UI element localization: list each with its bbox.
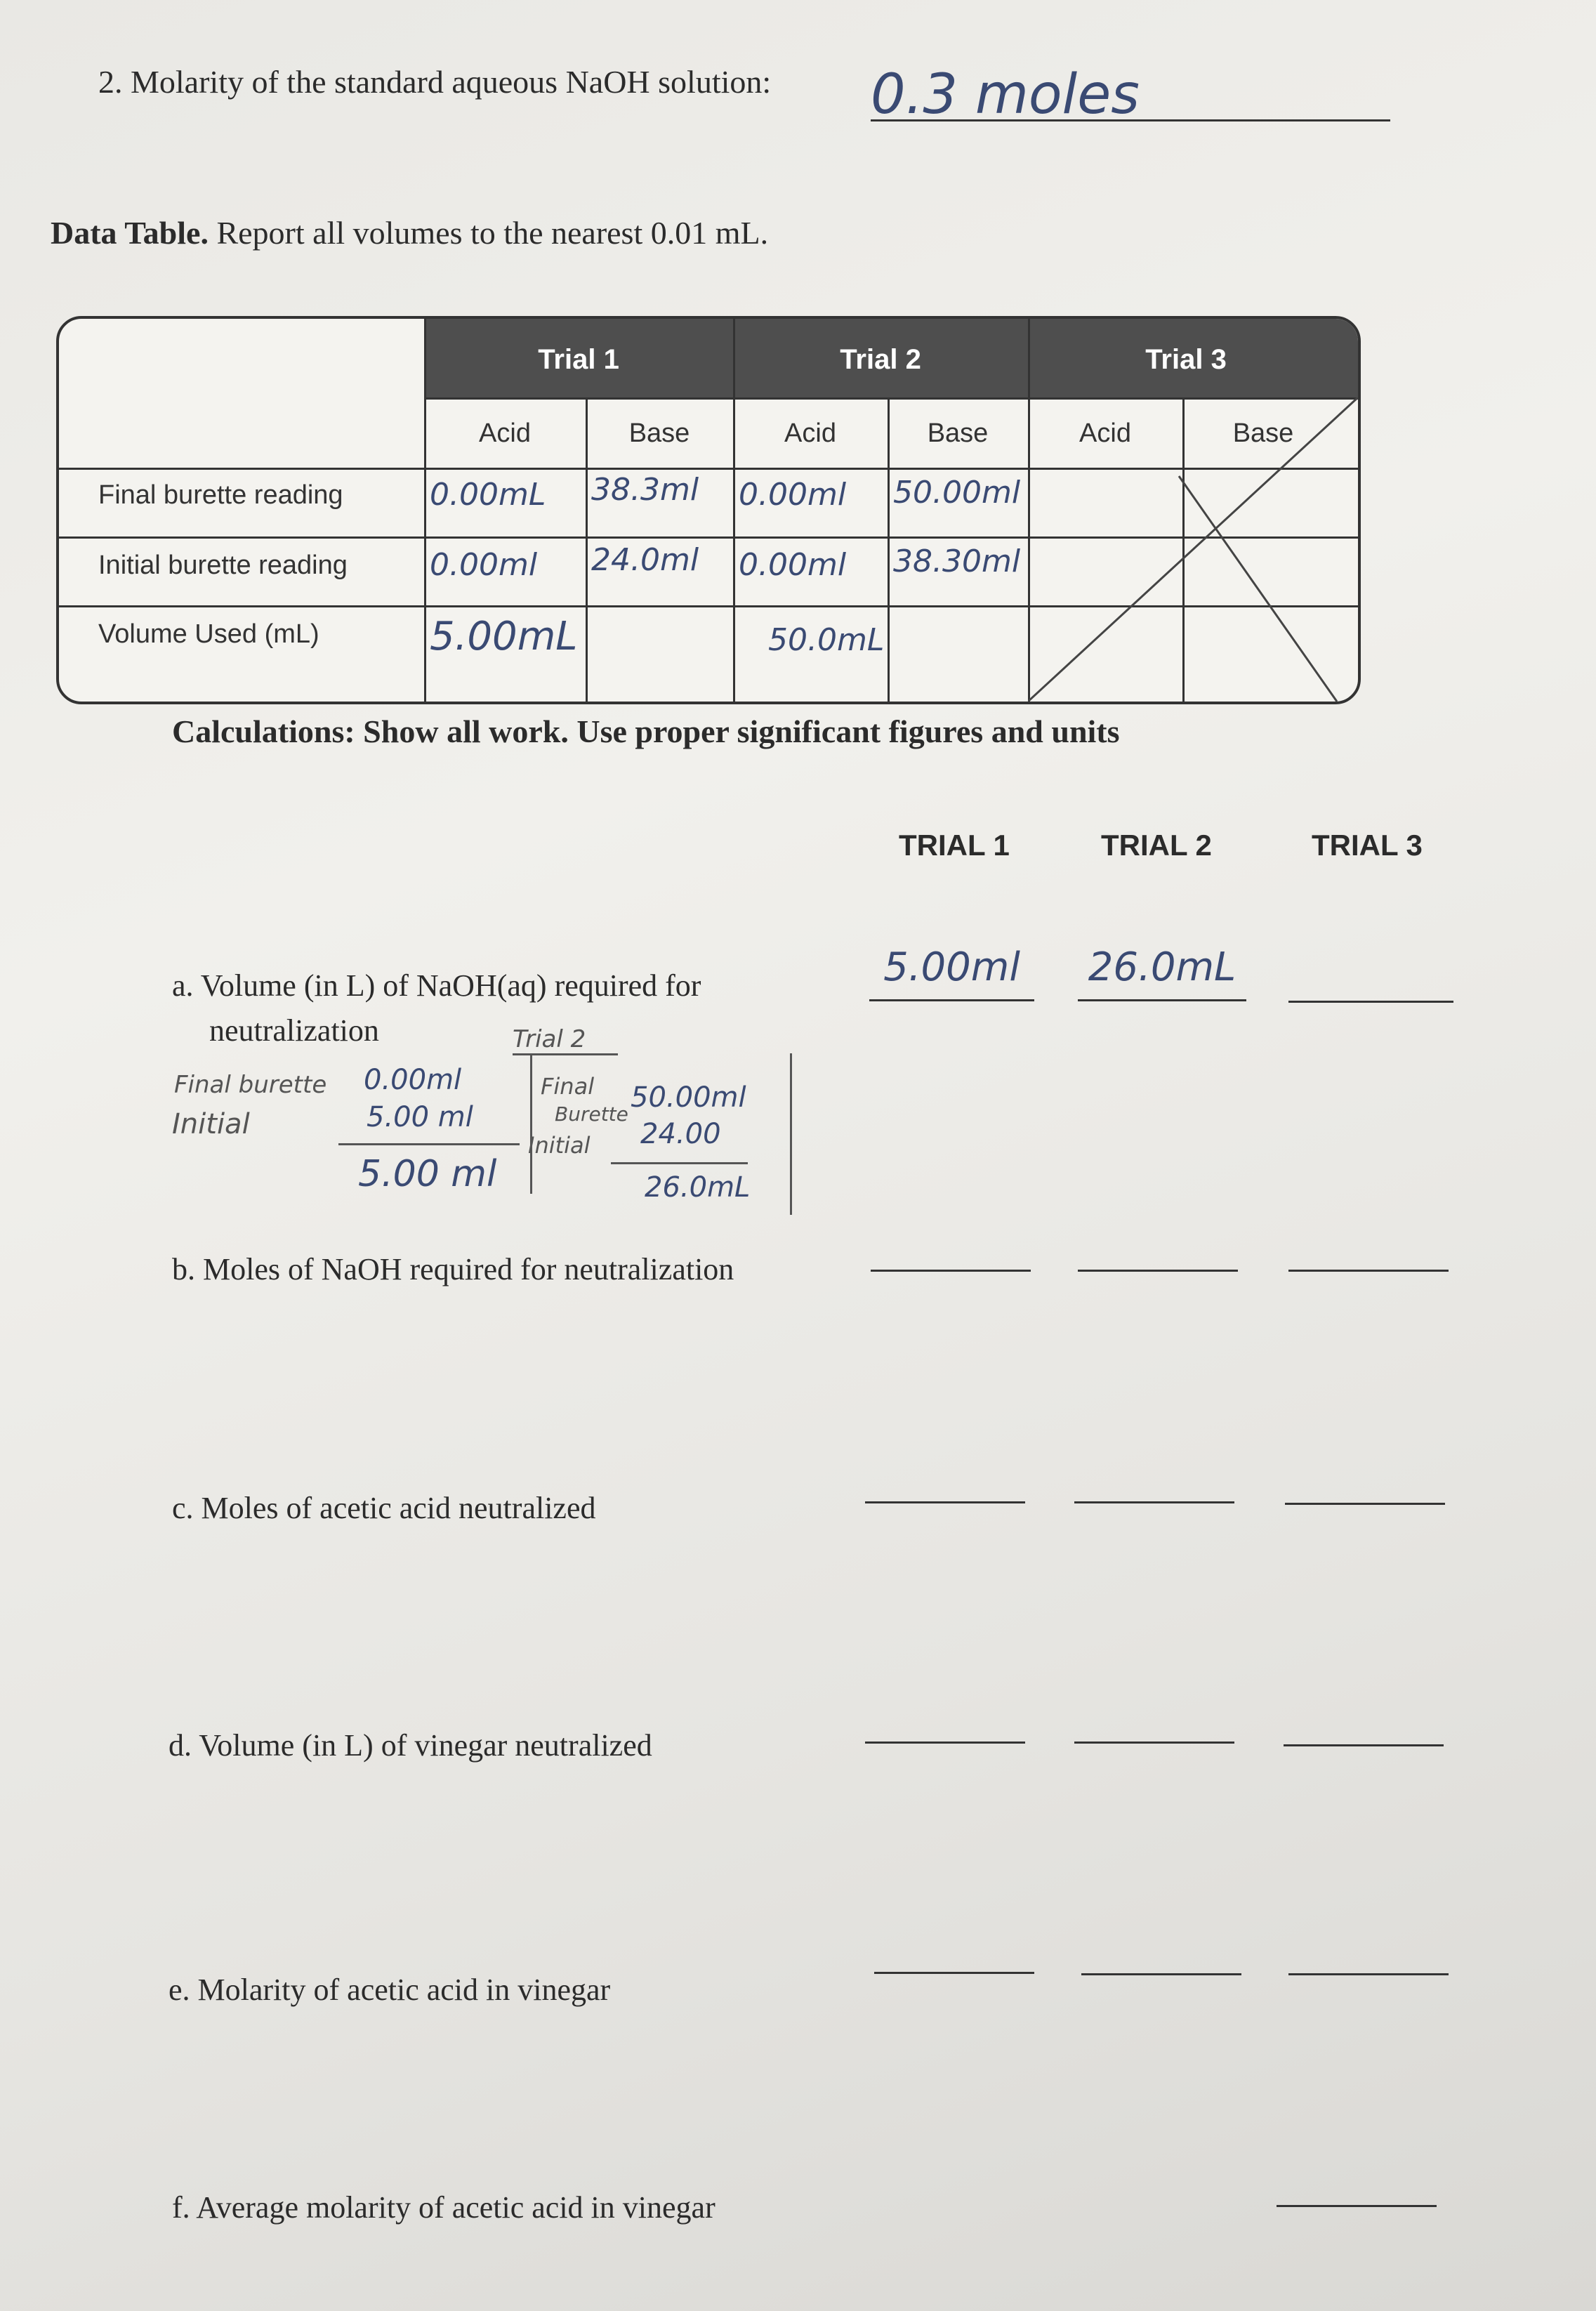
answer-b-trial-2-line[interactable] — [1078, 1270, 1238, 1272]
volume-used-1-value: 5.00mL — [430, 614, 578, 659]
question-e-label: e. Molarity of acetic acid in vinegar — [169, 1973, 611, 2007]
data-table-heading-text: Report all volumes to the nearest 0.01 mL. — [216, 215, 769, 251]
subheader-acid-1: Acid — [479, 419, 531, 448]
answer-a-trial-1-value: 5.00ml — [883, 944, 1020, 990]
answer-f-line[interactable] — [1277, 2205, 1437, 2207]
answer-d-trial-3-line[interactable] — [1284, 1744, 1444, 1746]
work-t2-result: 26.0mL — [645, 1171, 751, 1204]
trial-3-cross-out — [1028, 397, 1358, 702]
final-acid-2-value: 0.00ml — [739, 477, 847, 513]
answer-e-trial-3-line[interactable] — [1288, 1973, 1449, 1975]
table-grid-line — [888, 397, 890, 702]
question-2-answer: 0.3 moles — [871, 63, 1140, 126]
answer-c-trial-2-line[interactable] — [1074, 1501, 1234, 1503]
initial-base-2-value: 38.30ml — [893, 544, 1021, 579]
question-d-label: d. Volume (in L) of vinegar neutralized — [169, 1728, 652, 1763]
answer-c-trial-1-line[interactable] — [865, 1501, 1025, 1503]
question-f-label: f. Average molarity of acetic acid in vinegar — [172, 2190, 715, 2225]
table-grid-line — [424, 319, 426, 702]
trial-1-column-header: TRIAL 1 — [899, 829, 1010, 862]
work-t2-initial-label: Initial — [528, 1132, 591, 1159]
table-grid-line — [586, 397, 588, 702]
work-divider-vertical — [530, 1053, 532, 1194]
final-acid-1-value: 0.00mL — [430, 477, 546, 513]
data-table-heading-bold: Data Table. — [51, 215, 209, 251]
work-t2-burette-label: Burette — [555, 1102, 628, 1126]
row-initial-burette-label: Initial burette reading — [98, 551, 348, 580]
question-2-answer-field — [871, 63, 1390, 126]
answer-d-trial-1-line[interactable] — [865, 1742, 1025, 1744]
work-t2-final-value: 50.00ml — [631, 1081, 746, 1114]
answer-b-trial-3-line[interactable] — [1288, 1270, 1449, 1272]
calculations-heading: Calculations: Show all work. Use proper significant figures and units — [172, 713, 1120, 749]
work-t2-sum-line — [611, 1162, 748, 1164]
row-volume-used-label: Volume Used (mL) — [98, 619, 319, 649]
work-right-bracket — [790, 1053, 792, 1215]
answer-a-trial-3-line — [1288, 1001, 1453, 1003]
subheader-acid-2: Acid — [784, 419, 836, 448]
work-t1-final-value: 0.00ml — [364, 1064, 462, 1096]
answer-d-trial-2-line[interactable] — [1074, 1742, 1234, 1744]
data-table — [56, 316, 1361, 704]
work-divider-top — [513, 1053, 618, 1055]
work-t1-initial-value: 5.00 ml — [367, 1101, 473, 1133]
answer-b-trial-1-line[interactable] — [871, 1270, 1031, 1272]
trial-2-header: Trial 2 — [840, 344, 921, 375]
question-b-label: b. Moles of NaOH required for neutralization — [172, 1252, 734, 1286]
trial-2-column-header: TRIAL 2 — [1101, 829, 1212, 862]
subheader-acid-3: Acid — [1079, 419, 1131, 448]
answer-e-trial-2-line[interactable] — [1081, 1973, 1241, 1975]
subheader-base-2: Base — [927, 419, 989, 448]
question-c-label: c. Moles of acetic acid neutralized — [172, 1491, 596, 1525]
trial-1-header: Trial 1 — [538, 344, 619, 375]
answer-a-trial-1 — [869, 944, 1034, 1001]
volume-used-2-value: 50.0mL — [768, 622, 885, 658]
subheader-base-3: Base — [1232, 419, 1294, 448]
final-base-1-value: 38.3ml — [591, 472, 699, 508]
table-grid-line — [733, 319, 735, 702]
initial-acid-2-value: 0.00ml — [739, 547, 847, 583]
trial-3-column-header: TRIAL 3 — [1312, 829, 1423, 862]
initial-base-1-value: 24.0ml — [591, 542, 699, 578]
work-trial-2-label: Trial 2 — [513, 1025, 586, 1053]
work-t1-initial-label: Initial — [172, 1108, 250, 1140]
row-final-burette-label: Final burette reading — [98, 480, 343, 510]
work-t1-final-label: Final burette — [174, 1071, 327, 1099]
trial-3-header: Trial 3 — [1145, 344, 1227, 375]
work-t2-final-label: Final — [541, 1073, 595, 1100]
subheader-base-1: Base — [628, 419, 690, 448]
question-2-label: 2. Molarity of the standard aqueous NaOH solution: — [98, 64, 772, 100]
data-table-heading — [51, 214, 768, 251]
answer-a-trial-2 — [1078, 944, 1246, 1001]
work-t1-sum-line — [338, 1143, 520, 1145]
question-a-line-2: neutralization — [209, 1013, 379, 1048]
work-t2-initial-value: 24.00 — [640, 1118, 721, 1150]
final-base-2-value: 50.00ml — [893, 475, 1021, 511]
question-a-line-1: a. Volume (in L) of NaOH(aq) required for — [172, 968, 701, 1003]
answer-a-trial-2-value: 26.0mL — [1088, 944, 1236, 990]
initial-acid-1-value: 0.00ml — [430, 547, 538, 583]
answer-c-trial-3-line[interactable] — [1285, 1503, 1445, 1505]
work-t1-result: 5.00 ml — [358, 1153, 497, 1195]
answer-e-trial-1-line[interactable] — [874, 1972, 1034, 1974]
